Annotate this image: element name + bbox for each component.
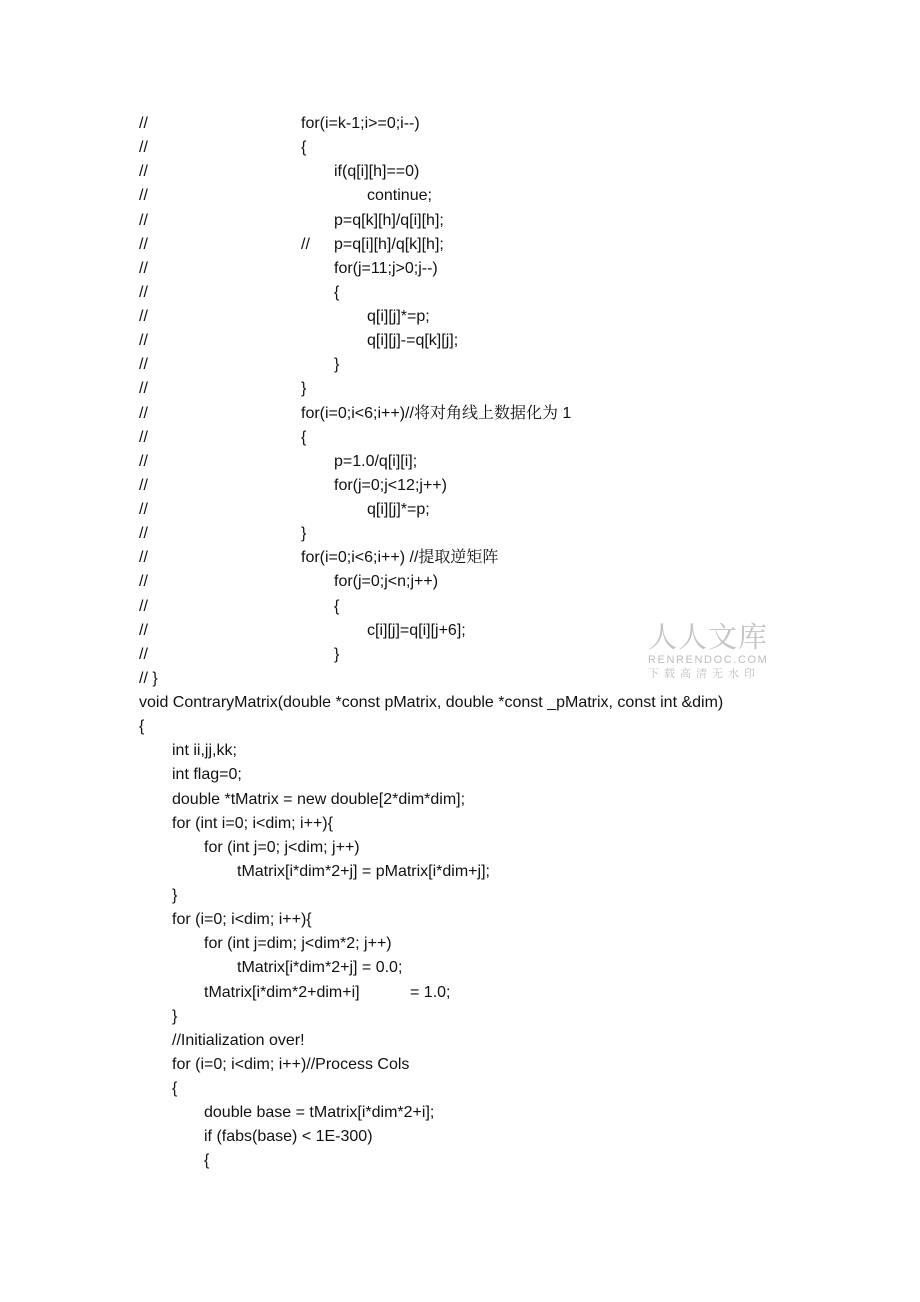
- code-text: continue;: [367, 187, 432, 205]
- code-line: [139, 570, 839, 594]
- code-line: [139, 377, 839, 401]
- code-text: {: [334, 597, 340, 615]
- code-line: [139, 450, 839, 474]
- code-line: [139, 305, 839, 329]
- code-text: }: [334, 356, 340, 374]
- comment-marker: //: [139, 187, 148, 205]
- code-text: = 1.0;: [410, 983, 451, 1001]
- code-line: [139, 932, 839, 956]
- code-text: q[i][j]*=p;: [367, 308, 430, 325]
- code-line: [139, 1005, 839, 1029]
- code-text: c[i][j]=q[i][j+6];: [367, 621, 466, 639]
- comment-marker: //: [139, 645, 148, 663]
- code-line: [139, 812, 839, 836]
- code-text: for (int i=0; i<dim; i++){: [172, 814, 333, 832]
- code-line: [139, 981, 839, 1005]
- code-text: for (int j=dim; j<dim*2; j++): [204, 935, 392, 953]
- code-line: [139, 884, 839, 908]
- code-text: void ContraryMatrix(double *const pMatrix, double *const _pMatrix, const int &dim): [139, 694, 724, 711]
- comment-marker: //: [139, 380, 148, 398]
- code-line: [139, 788, 839, 812]
- comment-marker: //: [139, 163, 148, 181]
- comment-marker: //: [139, 139, 148, 157]
- code-text: for(j=0;j<12;j++): [334, 476, 447, 494]
- comment-marker: //: [139, 501, 148, 518]
- code-text: p=1.0/q[i][i];: [334, 452, 418, 470]
- comment-marker: //: [139, 332, 148, 350]
- code-text: if(q[i][h]==0): [334, 163, 420, 181]
- code-line: [139, 498, 839, 522]
- code-line: [139, 1029, 839, 1053]
- code-text: for(j=0;j<n;j++): [334, 573, 439, 591]
- watermark-domain: RENRENDOC.COM: [648, 654, 769, 666]
- code-text: double *tMatrix = new double[2*dim*dim];: [172, 790, 466, 808]
- code-text: {: [204, 1152, 210, 1170]
- comment-marker: //: [139, 259, 148, 277]
- comment-marker: //: [139, 549, 148, 567]
- comment-marker: //: [301, 235, 310, 253]
- code-line: [139, 329, 839, 353]
- code-line: [139, 908, 839, 932]
- code-text: tMatrix[i*dim*2+j] = 0.0;: [237, 959, 403, 977]
- code-line: [139, 112, 839, 136]
- code-line: [139, 402, 839, 426]
- code-text: p=q[i][h]/q[k][h];: [334, 235, 444, 253]
- code-line: [139, 1077, 839, 1101]
- code-line: [139, 715, 839, 739]
- code-text: if (fabs(base) < 1E-300): [204, 1128, 373, 1146]
- watermark-slogan: 下载高清无水印: [648, 668, 760, 680]
- comment-marker: //: [139, 308, 148, 325]
- comment-marker: //: [139, 525, 148, 543]
- code-text: p=q[k][h]/q[i][h];: [334, 211, 444, 229]
- code-text: for(j=11;j>0;j--): [334, 259, 438, 277]
- code-line: [139, 1149, 839, 1173]
- code-text: q[i][j]-=q[k][j];: [367, 332, 459, 350]
- code-text: for (int j=0; j<dim; j++): [204, 838, 360, 856]
- code-text: q[i][j]*=p;: [367, 501, 430, 518]
- code-line: [139, 233, 839, 257]
- comment-marker: //: [139, 573, 148, 591]
- code-line: [139, 1125, 839, 1149]
- code-line: [139, 763, 839, 787]
- function-signature: [139, 691, 839, 715]
- code-line: [139, 209, 839, 233]
- comment-marker: //: [139, 211, 148, 229]
- code-line: [139, 595, 839, 619]
- code-line: [139, 136, 839, 160]
- comment-marker: //: [139, 597, 148, 615]
- comment-marker: //: [139, 404, 148, 422]
- code-text: for(i=0;i<6;i++)//将对角线上数据化为 1: [301, 404, 572, 422]
- code-line: [139, 474, 839, 498]
- code-line: [139, 1053, 839, 1077]
- code-text: int ii,jj,kk;: [172, 742, 237, 760]
- code-line: [139, 836, 839, 860]
- code-line: [139, 546, 839, 570]
- code-text: int flag=0;: [172, 766, 242, 784]
- watermark-logo: [648, 620, 772, 684]
- code-text: for(i=k-1;i>=0;i--): [301, 115, 420, 132]
- code-text: {: [301, 139, 307, 157]
- code-text: }: [301, 525, 307, 543]
- code-text: }: [301, 380, 307, 398]
- code-line: [139, 281, 839, 305]
- code-line: [139, 257, 839, 281]
- code-line: [139, 184, 839, 208]
- code-text: }: [172, 887, 178, 904]
- comment-marker: //: [139, 283, 148, 301]
- code-text: for (i=0; i<dim; i++){: [172, 911, 312, 929]
- code-text: tMatrix[i*dim*2+j] = pMatrix[i*dim+j];: [237, 862, 490, 880]
- watermark-title: 人人文库: [648, 620, 769, 654]
- code-text: }: [172, 1007, 178, 1025]
- code-text: tMatrix[i*dim*2+dim+i]: [204, 983, 360, 1001]
- comment-marker: //: [139, 621, 148, 639]
- code-line: [139, 956, 839, 980]
- code-line: [139, 860, 839, 884]
- code-text: }: [334, 645, 340, 663]
- code-text: double base = tMatrix[i*dim*2+i];: [204, 1104, 435, 1122]
- code-text: for(i=0;i<6;i++) //提取逆矩阵: [301, 549, 499, 567]
- comment-marker: //: [139, 235, 148, 253]
- code-text: //Initialization over!: [172, 1031, 305, 1049]
- comment-marker: //: [139, 356, 148, 374]
- comment-marker: //: [139, 476, 148, 494]
- code-line: [139, 160, 839, 184]
- code-line: [139, 426, 839, 450]
- code-line: [139, 522, 839, 546]
- code-text: for (i=0; i<dim; i++)//Process Cols: [172, 1055, 410, 1073]
- code-line: [139, 1101, 839, 1125]
- comment-marker: //: [139, 428, 148, 446]
- code-text: {: [301, 428, 307, 446]
- comment-close-line: // }: [139, 669, 158, 687]
- comment-marker: //: [139, 452, 148, 470]
- code-line: [139, 739, 839, 763]
- code-text: {: [139, 718, 145, 736]
- comment-marker: //: [139, 115, 148, 132]
- code-text: {: [334, 283, 340, 301]
- code-line: [139, 353, 839, 377]
- code-text: {: [172, 1080, 178, 1097]
